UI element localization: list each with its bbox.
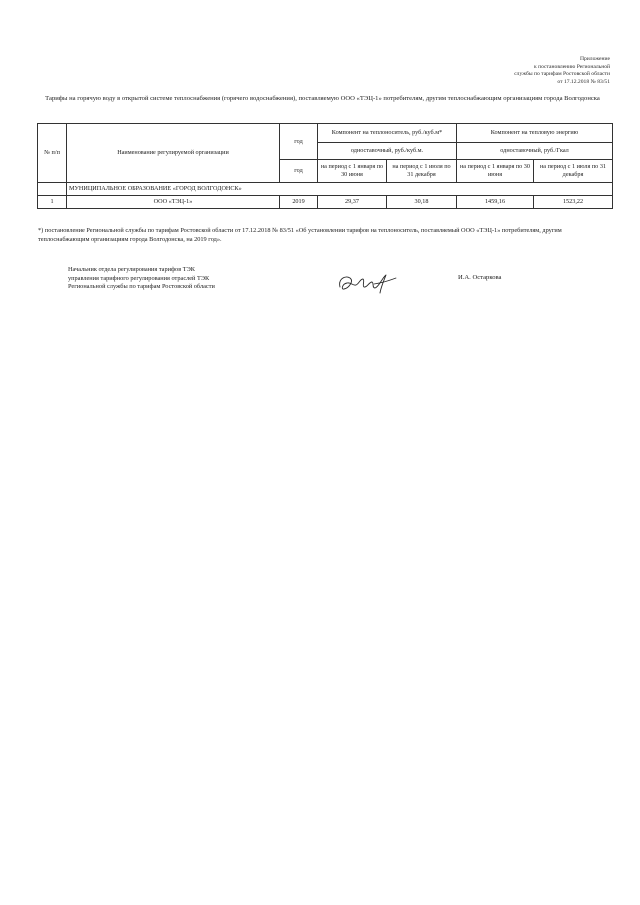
appendix-line-1: Приложение <box>579 56 610 62</box>
row-coolant-h2: 30,18 <box>387 196 457 209</box>
header-org: Наименование регулируемой организации <box>67 124 280 183</box>
tariff-table <box>37 123 613 209</box>
signatory-line-1: Начальник отдела регулирования тарифов ТЭК <box>68 266 195 273</box>
row-org: ООО «ТЭЦ-1» <box>67 196 280 209</box>
signatory-line-3: Региональной службы по тарифам Ростовской области <box>68 283 215 291</box>
header-coolant: Компонент на теплоноситель, руб./куб.м* <box>318 124 457 143</box>
header-period-1: на период с 1 января по 30 июня <box>318 160 387 183</box>
signatory-line-2: управления тарифного регулирования отраслей ТЭК <box>68 274 210 282</box>
appendix-line-2: к постановлению Региональной <box>534 63 610 70</box>
header-period-3: на период с 1 января по 30 июня <box>457 160 534 183</box>
header-row-1 <box>38 124 613 143</box>
section-row <box>38 183 613 196</box>
document-title: Тарифы на горячую воду в открытой системе теплоснабжения (горячего водоснабжения), поставляемую ООО «ТЭЦ-1» потребителям, другим теплоснабжающим организациям города Волгодонска <box>45 95 600 102</box>
header-coolant-unit: одноставочный, руб./куб.м. <box>318 143 457 160</box>
header-heat: Компонент на тепловую энергию <box>457 124 613 143</box>
appendix-line-4: от 17.12.2018 № 83/51 <box>557 78 610 85</box>
appendix-note <box>410 56 610 86</box>
row-num: 1 <box>38 196 67 209</box>
section-title: МУНИЦИПАЛЬНОЕ ОБРАЗОВАНИЕ «ГОРОД ВОЛГОДОНСК» <box>67 183 613 196</box>
header-year: год <box>280 124 318 160</box>
footnote: *) постановление Региональной службы по тарифам Ростовской области от 17.12.2018 № 83/51 «Об установлении тарифов на теплоноситель, поставляемый ООО «ТЭЦ-1» потребителям, другим теплоснабжающим организациям города Волгодонска, на 2019 год». <box>38 227 562 243</box>
header-heat-unit: одноставочный, руб./Гкал <box>457 143 613 160</box>
appendix-line-3: службы по тарифам Ростовской области <box>514 71 610 78</box>
signatory-name: И.А. Остаркова <box>458 274 502 281</box>
header-period-2: на период с 1 июля по 31 декабря <box>387 160 457 183</box>
row-heat-h1: 1459,16 <box>457 196 534 209</box>
signatory-position <box>68 266 288 292</box>
header-num: № п/п <box>38 124 67 183</box>
row-year: 2019 <box>280 196 318 209</box>
section-num-cell <box>38 183 67 196</box>
handwritten-signature <box>336 270 398 296</box>
row-coolant-h1: 29,37 <box>318 196 387 209</box>
row-heat-h2: 1523,22 <box>534 196 613 209</box>
header-year-2: год <box>280 160 318 183</box>
header-period-4: на период с 1 июля по 31 декабря <box>534 160 613 183</box>
table-row <box>38 196 613 209</box>
